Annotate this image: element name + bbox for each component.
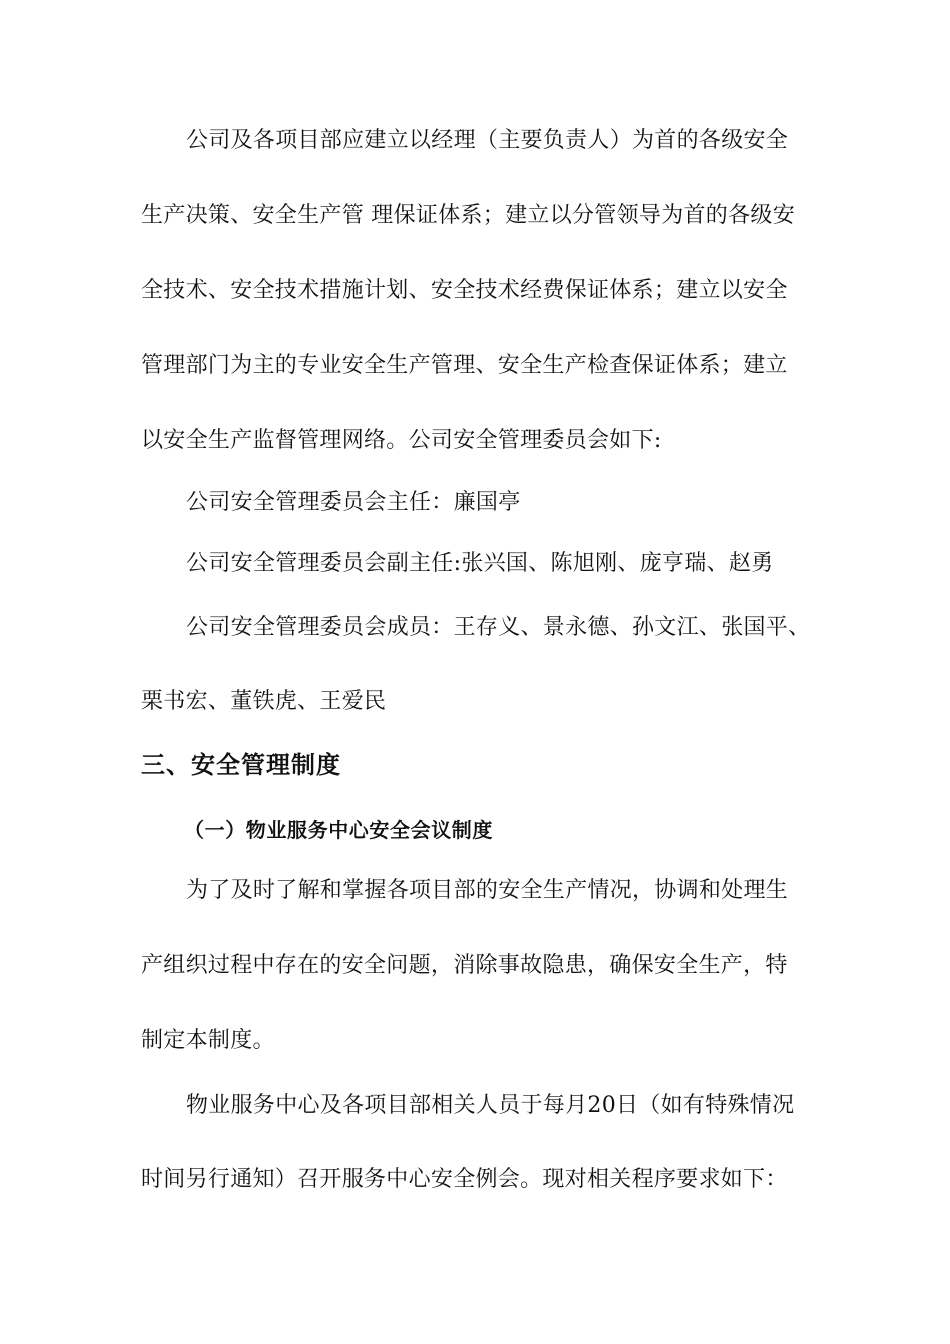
paragraph-1-line-3: 全技术、安全技术措施计划、安全技术经费保证体系；建立以安全 xyxy=(141,278,788,303)
paragraph-3-line-2: 时间另行通知）召开服务中心安全例会。现对相关程序要求如下： xyxy=(141,1167,788,1192)
committee-members-line-2: 栗书宏、董铁虎、王爱民 xyxy=(141,689,387,714)
section-3-title: 三、安全管理制度 xyxy=(141,751,341,779)
paragraph-2-line-3: 制定本制度。 xyxy=(141,1028,275,1053)
paragraph-3-line-1: 物业服务中心及各项目部相关人员于每月20日（如有特殊情况 xyxy=(186,1093,795,1118)
subsection-1-title: （一）物业服务中心安全会议制度 xyxy=(184,818,493,842)
committee-members-line-1: 公司安全管理委员会成员：王存义、景永德、孙文江、张国平、 xyxy=(186,615,811,640)
committee-deputy: 公司安全管理委员会副主任:张兴国、陈旭刚、庞亨瑞、赵勇 xyxy=(186,551,774,576)
paragraph-2-line-2: 产组织过程中存在的安全问题，消除事故隐患，确保安全生产，特 xyxy=(141,953,788,978)
committee-director: 公司安全管理委员会主任：廉国亭 xyxy=(186,490,521,515)
paragraph-1-line-4: 管理部门为主的专业安全生产管理、安全生产检查保证体系；建立 xyxy=(141,353,788,378)
paragraph-1-line-2: 生产决策、安全生产管 理保证体系；建立以分管领导为首的各级安 xyxy=(141,203,795,228)
paragraph-1-line-1: 公司及各项目部应建立以经理（主要负责人）为首的各级安全 xyxy=(186,128,789,153)
paragraph-1-line-5: 以安全生产监督管理网络。公司安全管理委员会如下: xyxy=(141,428,662,453)
paragraph-2-line-1: 为了及时了解和掌握各项目部的安全生产情况，协调和处理生 xyxy=(186,878,789,903)
